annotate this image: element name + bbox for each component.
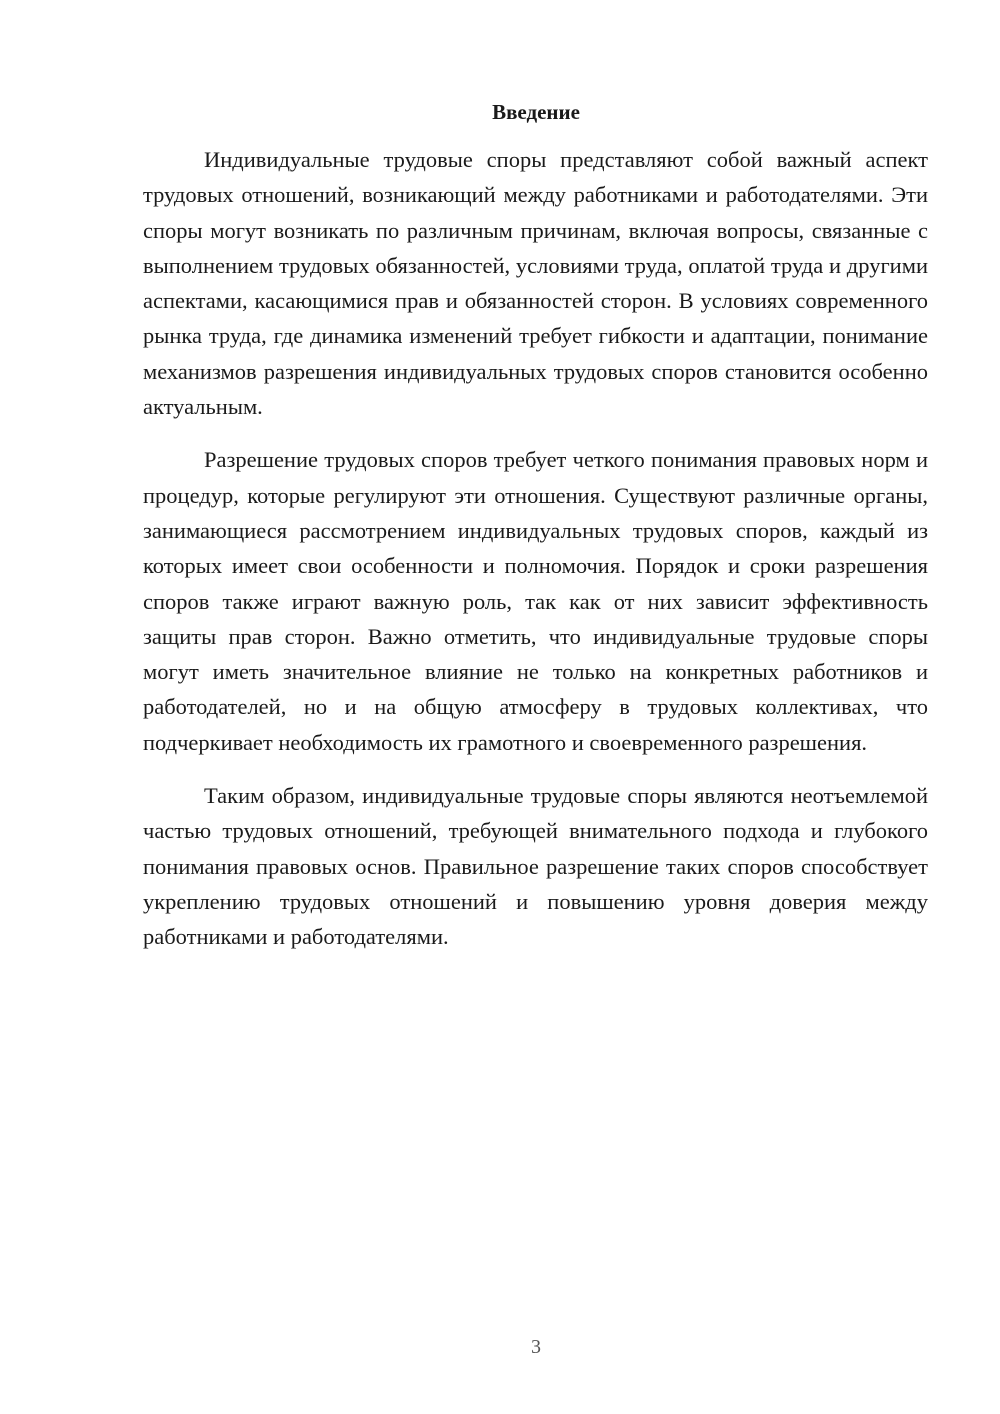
paragraph-1: Индивидуальные трудовые споры представляют собой важный аспект трудовых отношений, возникающий между работниками и работодателями. Эти споры могут возникать по различным причинам, включая вопросы, связанные с выполнением трудовых обязанностей, условиями труда, оплатой труда и другими аспектами, касающимися прав и обязанностей сторон. В условиях современного рынка труда, где динамика изменений требует гибкости и адаптации, понимание механизмов разрешения индивидуальных трудовых споров становится особенно актуальным.	[143, 147, 928, 420]
paragraph-3: Таким образом, индивидуальные трудовые споры являются неотъемлемой частью трудовых отношений, требующей внимательного подхода и глубокого понимания правовых основ. Правильное разрешение таких споров способствует укреплению трудовых отношений и повышению уровня доверия между работниками и работодателями.	[143, 783, 928, 950]
body-text	[143, 142, 928, 973]
page-number: 3	[531, 1336, 541, 1358]
paragraph-2: Разрешение трудовых споров требует четкого понимания правовых норм и процедур, которые регулируют эти отношения. Существуют различные органы, занимающиеся рассмотрением индивидуальных трудовых споров, каждый из которых имеет свои особенности и полномочия. Порядок и сроки разрешения споров также играют важную роль, так как от них зависит эффективность защиты прав сторон. Важно отметить, что индивидуальные трудовые споры могут иметь значительное влияние не только на конкретных работников и работодателей, но и на общую атмосферу в трудовых коллективах, что подчеркивает необходимость их грамотного и своевременного разрешения.	[143, 447, 928, 755]
section-heading: Введение	[492, 100, 580, 124]
